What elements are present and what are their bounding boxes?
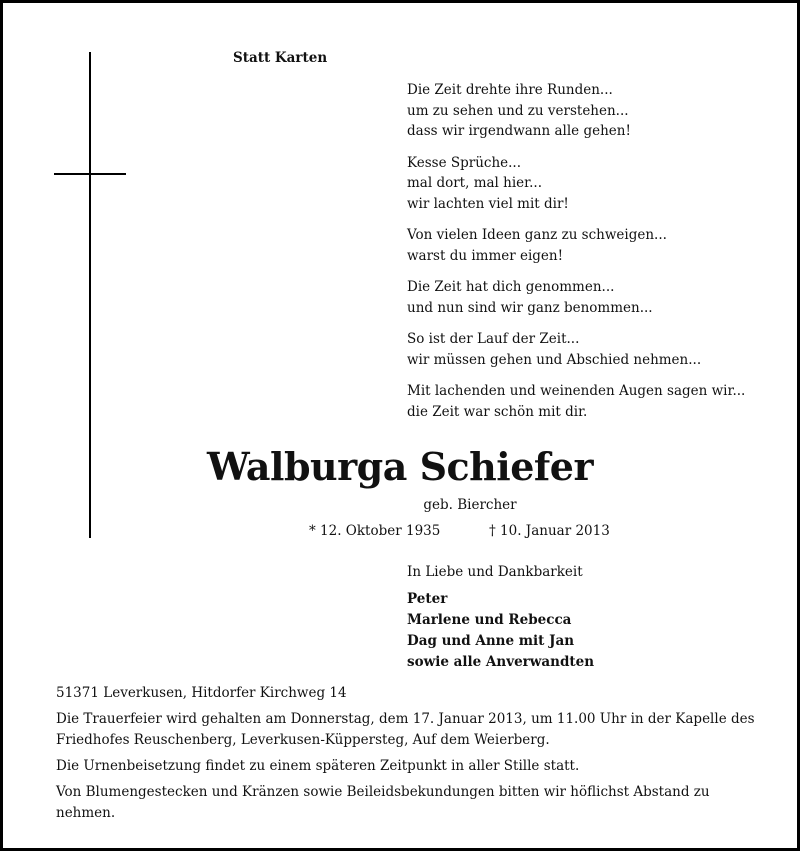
poem-line: wir lachten viel mit dir!: [407, 195, 569, 212]
funeral-details: [56, 683, 756, 829]
mourner-name: sowie alle Anverwandten: [407, 654, 595, 670]
poem-line: Die Zeit hat dich genommen...: [407, 279, 615, 295]
poem-stanza: [407, 277, 745, 318]
poem-line: Von vielen Ideen ganz zu schweigen...: [407, 227, 667, 243]
poem-stanza: [407, 225, 745, 266]
death-date: † 10. Januar 2013: [489, 523, 610, 539]
poem-line: Die Zeit drehte ihre Runden...: [407, 82, 613, 98]
poem-stanza: [407, 329, 745, 370]
cross-icon-bar: [54, 173, 126, 175]
funeral-info-line: Friedhofes Reuschenberg, Leverkusen-Küppersteg, Auf dem Weierberg.: [56, 732, 550, 748]
poem-stanza: [407, 381, 745, 422]
poem: [407, 80, 745, 433]
poem-line: und nun sind wir ganz benommen...: [407, 299, 653, 316]
mourner-name: Peter: [407, 591, 448, 607]
poem-line: warst du immer eigen!: [407, 247, 564, 264]
deceased-name: Walburga Schiefer: [207, 444, 593, 489]
birth-date: * 12. Oktober 1935: [309, 523, 441, 539]
poem-line: wir müssen gehen und Abschied nehmen...: [407, 351, 702, 368]
mourners-block: [407, 562, 594, 673]
condolence-note: Von Blumengestecken und Kränzen sowie Beileidsbekundungen bitten wir höflichst Abstand zu nehmen.: [56, 784, 710, 821]
poem-line: mal dort, mal hier...: [407, 175, 542, 191]
urn-burial-info: Die Urnenbeisetzung findet zu einem späteren Zeitpunkt in aller Stille statt.: [56, 758, 580, 774]
poem-line: Mit lachenden und weinenden Augen sagen wir...: [407, 383, 746, 399]
poem-line: die Zeit war schön mit dir.: [407, 403, 588, 420]
mourners-intro: In Liebe und Dankbarkeit: [407, 564, 583, 580]
maiden-name: geb. Biercher: [423, 497, 517, 513]
poem-line: um zu sehen und zu verstehen...: [407, 102, 629, 119]
poem-stanza: [407, 153, 745, 215]
poem-line: So ist der Lauf der Zeit...: [407, 331, 580, 347]
address: 51371 Leverkusen, Hitdorfer Kirchweg 14: [56, 685, 347, 701]
mourner-name: Marlene und Rebecca: [407, 612, 572, 628]
statt-karten-heading: Statt Karten: [233, 50, 328, 66]
funeral-info-line: Die Trauerfeier wird gehalten am Donnerstag, dem 17. Januar 2013, um 11.00 Uhr in der Kapelle des: [56, 711, 755, 727]
poem-stanza: [407, 80, 745, 142]
poem-line: Kesse Sprüche...: [407, 154, 522, 171]
poem-line: dass wir irgendwann alle gehen!: [407, 123, 631, 139]
mourner-name: Dag und Anne mit Jan: [407, 633, 575, 649]
